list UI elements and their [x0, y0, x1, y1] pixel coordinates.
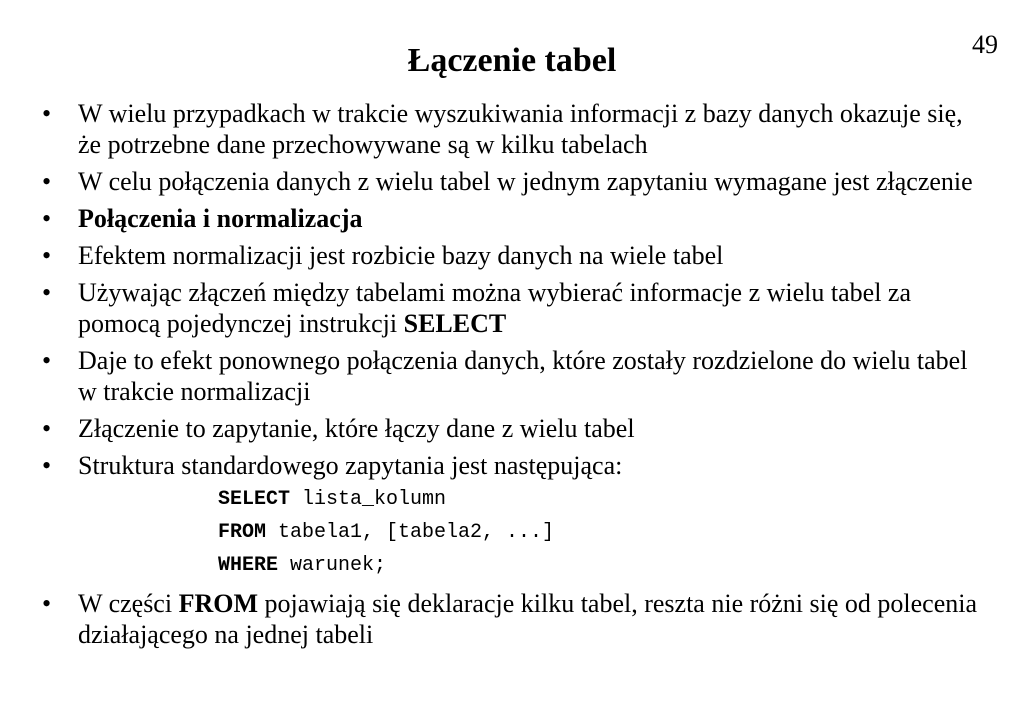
- code-text: lista_kolumn: [290, 488, 447, 511]
- code-text: warunek;: [278, 554, 387, 577]
- bullet-text: pojawiają się deklaracje kilku tabel, reszta nie różni się od polecenia działającego na jednej tabeli: [78, 589, 978, 649]
- bullet-item: [0, 450, 1024, 582]
- slide-title: Łączenie tabel: [407, 42, 617, 79]
- bullet-dot-icon: •: [42, 346, 52, 375]
- bullet-dot-icon: •: [42, 99, 52, 128]
- bullet-dot-icon: •: [42, 278, 52, 307]
- bullet-item: [0, 588, 1024, 650]
- bullet-text: Używając złączeń między tabelami można wybierać informacje z wielu tabel za pomocą pojedynczej instrukcji: [78, 278, 912, 338]
- bullet-text: Efektem normalizacji jest rozbicie bazy danych na wiele tabel: [78, 241, 724, 270]
- from-keyword: FROM: [178, 589, 258, 618]
- bullet-dot-icon: •: [42, 589, 52, 618]
- bullet-item: [0, 98, 1024, 160]
- code-text: tabela1, [tabela2, ...]: [266, 521, 555, 544]
- bullet-item: [0, 240, 1024, 271]
- bullet-item: [0, 166, 1024, 197]
- bullet-dot-icon: •: [42, 451, 52, 480]
- select-keyword: SELECT: [403, 309, 507, 338]
- bullet-dot-icon: •: [42, 241, 52, 270]
- bullet-item: [0, 277, 1024, 339]
- bullet-dot-icon: •: [42, 167, 52, 196]
- code-line: [218, 549, 984, 582]
- bullet-item: [0, 413, 1024, 444]
- sql-keyword: WHERE: [218, 554, 279, 577]
- bullet-dot-icon: •: [42, 204, 52, 233]
- page-number: 49: [972, 30, 998, 59]
- bullet-text: Daje to efekt ponownego połączenia danych, które zostały rozdzielone do wielu tabel w trakcie normalizacji: [78, 346, 968, 406]
- bullet-item: [0, 345, 1024, 407]
- bullet-text: W wielu przypadkach w trakcie wyszukiwania informacji z bazy danych okazuje się, że potrzebne dane przechowywane są w kilku tabelach: [78, 99, 963, 159]
- bullet-text: W części: [78, 589, 179, 618]
- bullet-text: W celu połączenia danych z wielu tabel w jednym zapytaniu wymagane jest złączenie: [78, 167, 973, 196]
- bullet-text: Złączenie to zapytanie, które łączy dane z wielu tabel: [78, 414, 635, 443]
- bullet-list: [0, 98, 1024, 656]
- code-line: [218, 516, 984, 549]
- sql-keyword: SELECT: [218, 488, 291, 511]
- bullet-item: [0, 203, 1024, 234]
- bullet-heading: Połączenia i normalizacja: [78, 204, 363, 233]
- bullet-text: Struktura standardowego zapytania jest następująca:: [78, 451, 623, 480]
- sql-keyword: FROM: [218, 521, 267, 544]
- bullet-dot-icon: •: [42, 414, 52, 443]
- sql-code-block: [218, 483, 984, 582]
- code-line: [218, 483, 984, 516]
